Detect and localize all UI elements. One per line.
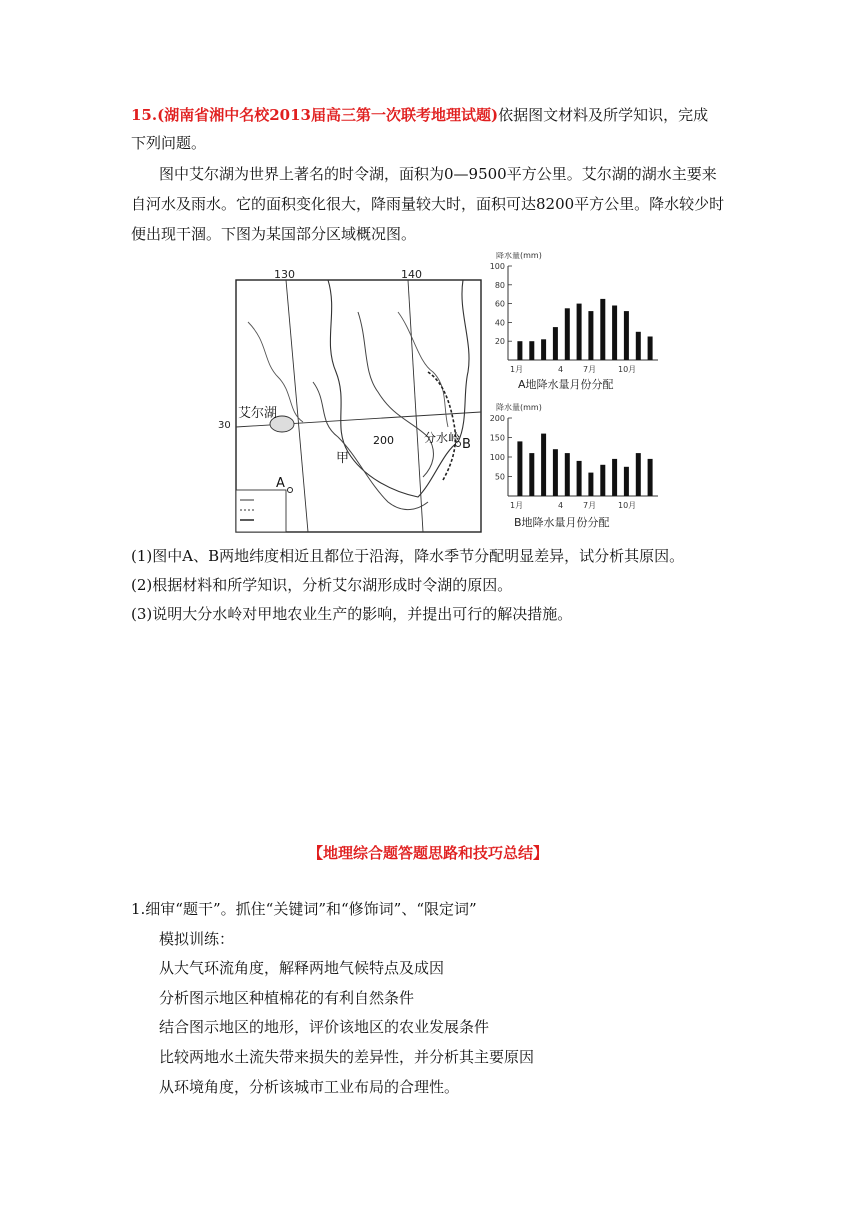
chart-a-xtick: 1月 xyxy=(510,365,524,374)
lake-label: 艾尔湖 xyxy=(238,406,278,421)
chart-a-bar xyxy=(529,341,534,360)
figure-svg xyxy=(218,252,672,534)
chart-a-bar xyxy=(648,337,653,361)
chart-b-xtick: 7月 xyxy=(583,501,597,510)
question-source: (湖南省湘中名校2013届高三第一次联考地理试题) xyxy=(157,106,499,124)
chart-b-bar xyxy=(612,459,617,496)
chart-b-title: B地降水量月份分配 xyxy=(514,516,610,529)
chart-b-bar xyxy=(600,465,605,496)
chart-b-bar xyxy=(565,453,570,496)
chart-a-bar xyxy=(624,311,629,360)
question-intro: 依据图文材料及所学知识，完成 xyxy=(498,106,709,124)
chart-b-bar xyxy=(517,441,522,496)
chart-a-ytick-label: 20 xyxy=(494,337,505,347)
chart-b-xtick: 10月 xyxy=(618,501,637,510)
chart-b-xtick: 1月 xyxy=(510,501,524,510)
ridge-label: 分水岭 xyxy=(424,431,461,445)
sub-question-3: (3)说明大分水岭对甲地农业生产的影响，并提出可行的解决措施。 xyxy=(131,605,573,623)
chart-b-bar xyxy=(577,461,582,496)
material-paragraph-line2: 自河水及雨水。它的面积变化很大，降雨量较大时，面积可达8200平方公里。降水较少时 xyxy=(131,195,725,213)
chart-b-bar xyxy=(553,449,558,496)
summary-point-1: 1.细审“题干”。抓住“关键词”和“修饰词”、“限定词” xyxy=(131,900,477,918)
sub-question-2: (2)根据材料和所学知识，分析艾尔湖形成时令湖的原因。 xyxy=(131,576,513,594)
question-intro-line2: 下列问题。 xyxy=(131,134,207,152)
practice-item: 分析图示地区种植棉花的有利自然条件 xyxy=(159,989,415,1007)
region-map xyxy=(218,268,481,532)
chart-a-bar xyxy=(588,311,593,360)
region-figure xyxy=(218,252,672,534)
chart-b-ytick-label: 200 xyxy=(489,414,505,423)
map-legend xyxy=(236,490,286,532)
chart-a-bar xyxy=(612,306,617,361)
chart-b-ytick-label: 50 xyxy=(494,472,505,482)
chart-a-bar xyxy=(600,299,605,360)
practice-label: 模拟训练： xyxy=(159,930,235,948)
chart-b-bar xyxy=(588,473,593,496)
chart-a-ytick-label: 40 xyxy=(494,318,505,328)
material-paragraph-line3: 便出现干涸。下图为某国部分区域概况图。 xyxy=(131,225,417,243)
chart-a-bar xyxy=(636,332,641,360)
summary-heading: 【地理综合题答题思路和技巧总结】 xyxy=(308,844,549,862)
chart-b-ylabel: 降水量(mm) xyxy=(496,403,542,412)
chart-b-xtick: 4 xyxy=(558,501,564,510)
practice-item: 比较两地水土流失带来损失的差异性，并分析其主要原因 xyxy=(159,1048,535,1066)
chart-a-ytick-label: 100 xyxy=(489,262,505,271)
question-number: 15. xyxy=(131,106,158,124)
chart-a-bar xyxy=(565,308,570,360)
practice-item: 从环境角度，分析该城市工业布局的合理性。 xyxy=(159,1078,460,1096)
point-a-marker xyxy=(288,488,293,493)
chart-a-xtick: 7月 xyxy=(583,365,597,374)
chart-b-bar xyxy=(624,467,629,496)
chart-a-ytick-label: 60 xyxy=(494,299,505,309)
chart-a-bar xyxy=(541,339,546,360)
chart-b-bar xyxy=(648,459,653,496)
point-b-label: B xyxy=(462,437,471,452)
chart-a-ytick-label: 80 xyxy=(494,280,505,290)
chart-b xyxy=(490,402,658,529)
chart-b-bar xyxy=(636,453,641,496)
practice-item: 结合图示地区的地形，评价该地区的农业发展条件 xyxy=(159,1018,490,1036)
chart-a-xtick: 4 xyxy=(558,365,564,374)
lat-label-30: 30 xyxy=(218,420,231,431)
region-jia-label: 甲 xyxy=(336,451,350,466)
chart-b-ytick-label: 100 xyxy=(489,453,505,462)
chart-a-bar xyxy=(517,341,522,360)
chart-a-ylabel: 降水量(mm) xyxy=(496,252,542,260)
point-a-label: A xyxy=(276,476,285,491)
chart-b-ytick-label: 150 xyxy=(489,433,505,443)
chart-b-bar xyxy=(541,434,546,496)
chart-a-bar xyxy=(577,304,582,360)
chart-a xyxy=(490,252,658,391)
lon-label-140: 140 xyxy=(401,268,422,281)
chart-b-bar xyxy=(529,453,534,496)
material-paragraph-line1: 图中艾尔湖为世界上著名的时令湖，面积为0—9500平方公里。艾尔湖的湖水主要来 xyxy=(159,165,717,183)
chart-a-xtick: 10月 xyxy=(618,365,637,374)
sub-question-1: (1)图中A、B两地纬度相近且都位于沿海，降水季节分配明显差异，试分析其原因。 xyxy=(131,547,685,565)
chart-a-bar xyxy=(553,327,558,360)
chart-a-title: A地降水量月份分配 xyxy=(518,378,614,391)
question-header xyxy=(131,104,708,126)
practice-item: 从大气环流角度，解释两地气候特点及成因 xyxy=(159,959,445,977)
lon-label-130: 130 xyxy=(274,268,295,281)
contour-200-label: 200 xyxy=(373,434,394,447)
